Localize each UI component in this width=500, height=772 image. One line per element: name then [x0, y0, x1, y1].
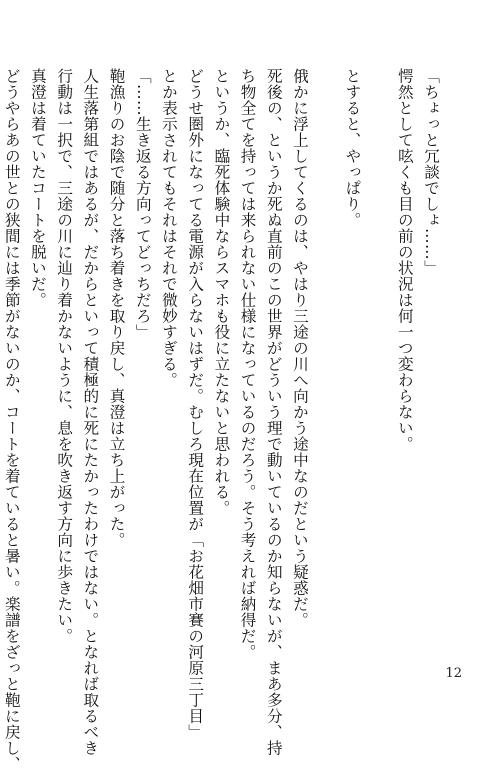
page-number: 12	[445, 666, 462, 681]
vertical-text-block	[2, 68, 444, 772]
text-line: とすると、やっぱり。	[343, 68, 362, 228]
text-line: どうやらあの世との狭間には季節がないのか、コートを着ていると暑い。楽譜をざっと鞄に戻し、	[2, 68, 21, 772]
text-line: 「ちょっと冗談でしょ……」	[422, 68, 440, 276]
text-line: 鞄漁りのお陰で随分と落ち着きを取り戻し、真澄は立ち上がった。	[107, 68, 126, 548]
text-line: 行動は一択で、三途の川に辿り着かないように、息を吹き返す方向に歩きたい。	[55, 68, 74, 644]
text-line: 俄かに浮上してくるのは、やはり三途の川へ向かう途中なのだという疑惑だ。	[290, 68, 309, 628]
blank-line	[365, 68, 391, 628]
text-line: どうせ圏外になってる電源が入らないはずだ。むしろ現在位置が「お花畑市賽の河原三丁目」	[186, 68, 205, 740]
text-line: というか、臨死体験中ならスマホも役に立たないと思われる。	[212, 68, 231, 516]
text-line: 「……生き返る方向ってどっちだろ」	[133, 68, 152, 340]
text-line: 死後の、というか死ぬ直前のこの世界がどういう理で動いているのか知らないが、まあ多分、持	[264, 68, 283, 756]
text-line: 真澄は着ていたコートを脱いだ。	[28, 68, 47, 308]
text-line: とか表示されてもそれはそれで微妙すぎる。	[159, 68, 178, 388]
blank-line	[313, 68, 339, 628]
text-line: 人生落第組ではあるが、だからといって積極的に死にたかったわけではない。となれば取るべき	[81, 68, 100, 756]
text-line: 愕然として呟くも目の前の状況は何一つ変わらない。	[395, 68, 414, 452]
text-line: ち物全てを持っては来られない仕様になっているのだろう。そう考えれば納得だ。	[238, 68, 257, 660]
